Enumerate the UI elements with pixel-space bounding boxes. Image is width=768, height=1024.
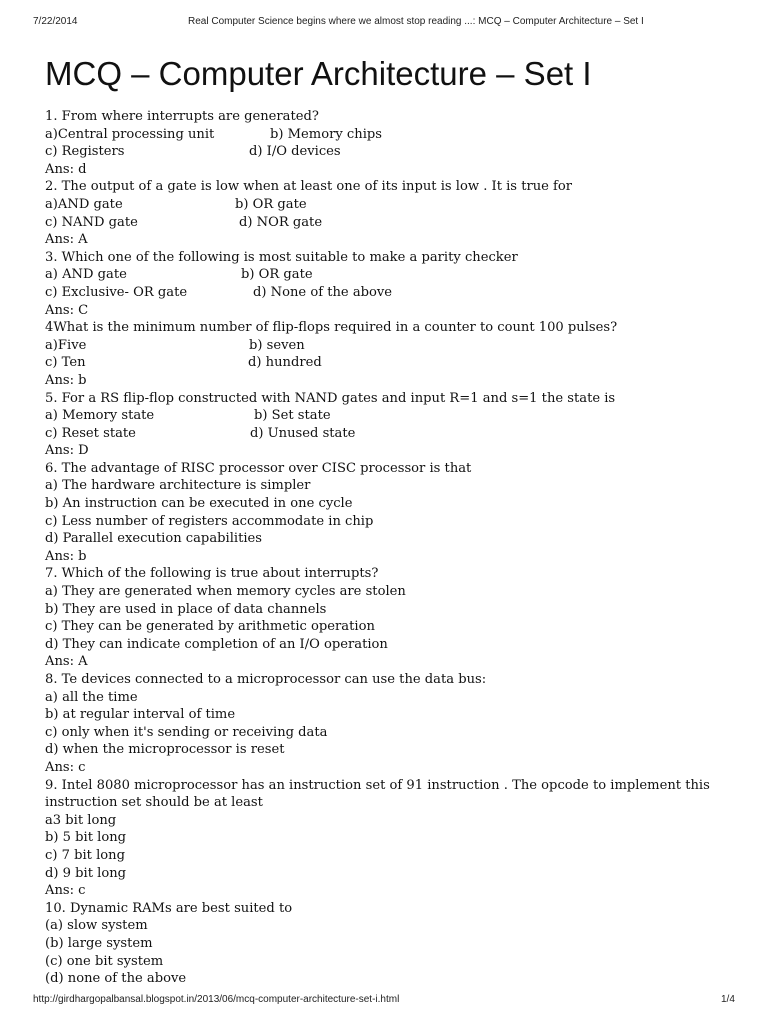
option-row (45, 425, 745, 443)
option-c: c) Registers (45, 144, 125, 160)
question-3: 3. Which one of the following is most suitable to make a parity checker (45, 249, 518, 265)
mcq-list (45, 108, 745, 988)
question-1: 1. From where interrupts are generated? (45, 109, 319, 124)
page-url: http://girdhargopalbansal.blogspot.in/2013/06/mcq-computer-architecture-set-i.html (33, 994, 400, 1005)
option-row (45, 126, 745, 144)
print-footer (0, 990, 768, 1010)
option-d: d) hundred (248, 355, 322, 371)
option-d: d) They can indicate completion of an I/O operation (45, 636, 388, 652)
question-8: 8. Te devices connected to a microprocessor can use the data bus: (45, 672, 487, 687)
option-b: b) OR gate (241, 267, 313, 283)
answer: Ans: c (45, 883, 86, 899)
question-4: 4What is the minimum number of flip-flops required in a counter to count 100 pulses? (45, 320, 618, 336)
option-b: b) OR gate (235, 196, 307, 212)
answer: Ans: A (45, 232, 88, 248)
option-b: b) Set state (254, 408, 331, 424)
page-title: MCQ – Computer Architecture – Set I (45, 55, 592, 92)
option-b: b) They are used in place of data channels (45, 601, 327, 617)
option-d: d) when the microprocessor is reset (45, 742, 285, 758)
option-row (45, 284, 745, 302)
option-c: c) Reset state (45, 425, 136, 441)
option-c: c) Exclusive- OR gate (45, 284, 188, 300)
option-d: d) Parallel execution capabilities (45, 531, 262, 547)
question-7: 7. Which of the following is true about interrupts? (45, 566, 379, 582)
option-c: c) only when it's sending or receiving data (45, 724, 328, 740)
option-b: b) Memory chips (270, 126, 382, 142)
option-row (45, 337, 745, 355)
option-a: a)Central processing unit (45, 126, 215, 142)
question-10: 10. Dynamic RAMs are best suited to (45, 900, 293, 916)
option-a: a) all the time (45, 689, 138, 705)
question-2: 2. The output of a gate is low when at least one of its input is low . It is true for (45, 179, 573, 195)
answer: Ans: b (45, 372, 87, 388)
option-c: c) Less number of registers accommodate in chip (45, 513, 374, 529)
option-b: (b) large system (45, 935, 153, 951)
option-a: (a) slow system (45, 918, 148, 934)
answer: Ans: b (45, 548, 87, 564)
option-c: c) NAND gate (45, 214, 138, 230)
option-row (45, 266, 745, 284)
option-d: d) None of the above (253, 284, 393, 300)
option-d: d) 9 bit long (45, 865, 127, 881)
question-9: 9. Intel 8080 microprocessor has an instruction set of 91 instruction . The opcode to implement this (45, 777, 710, 793)
answer: Ans: d (45, 161, 87, 177)
option-row (45, 354, 745, 372)
question-9-continued: instruction set should be at least (45, 795, 263, 811)
option-a: a) Memory state (45, 408, 155, 424)
option-row (45, 214, 745, 232)
answer: Ans: C (45, 302, 89, 318)
answer: Ans: D (45, 443, 89, 459)
answer: Ans: c (45, 759, 86, 775)
print-page-title: Real Computer Science begins where we almost stop reading ...: MCQ – Computer Architecture – Set I (188, 16, 644, 27)
option-a: a)Five (45, 337, 87, 353)
option-d: d) I/O devices (249, 144, 341, 160)
option-b: b) seven (249, 337, 305, 353)
answer: Ans: A (45, 654, 88, 670)
option-c: c) They can be generated by arithmetic operation (45, 619, 375, 635)
option-c: c) Ten (45, 355, 86, 371)
option-row (45, 143, 745, 161)
option-c: (c) one bit system (45, 953, 164, 969)
option-c: c) 7 bit long (45, 847, 125, 863)
option-a: a)AND gate (45, 196, 123, 212)
option-b: b) at regular interval of time (45, 707, 236, 723)
option-b: b) 5 bit long (45, 830, 127, 846)
option-b: b) An instruction can be executed in one cycle (45, 496, 353, 512)
print-date: 7/22/2014 (33, 16, 78, 27)
print-header (0, 0, 768, 30)
option-a: a) The hardware architecture is simpler (45, 478, 311, 494)
option-d: d) NOR gate (239, 214, 323, 230)
page-number: 1/4 (721, 994, 735, 1005)
option-a: a) AND gate (45, 267, 127, 283)
option-d: (d) none of the above (45, 971, 187, 987)
option-a: a) They are generated when memory cycles are stolen (45, 584, 406, 600)
option-d: d) Unused state (250, 425, 356, 441)
option-a: a3 bit long (45, 812, 117, 828)
option-row (45, 196, 745, 214)
option-row (45, 407, 745, 425)
question-6: 6. The advantage of RISC processor over CISC processor is that (45, 460, 472, 476)
question-5: 5. For a RS flip-flop constructed with NAND gates and input R=1 and s=1 the state is (45, 390, 616, 406)
